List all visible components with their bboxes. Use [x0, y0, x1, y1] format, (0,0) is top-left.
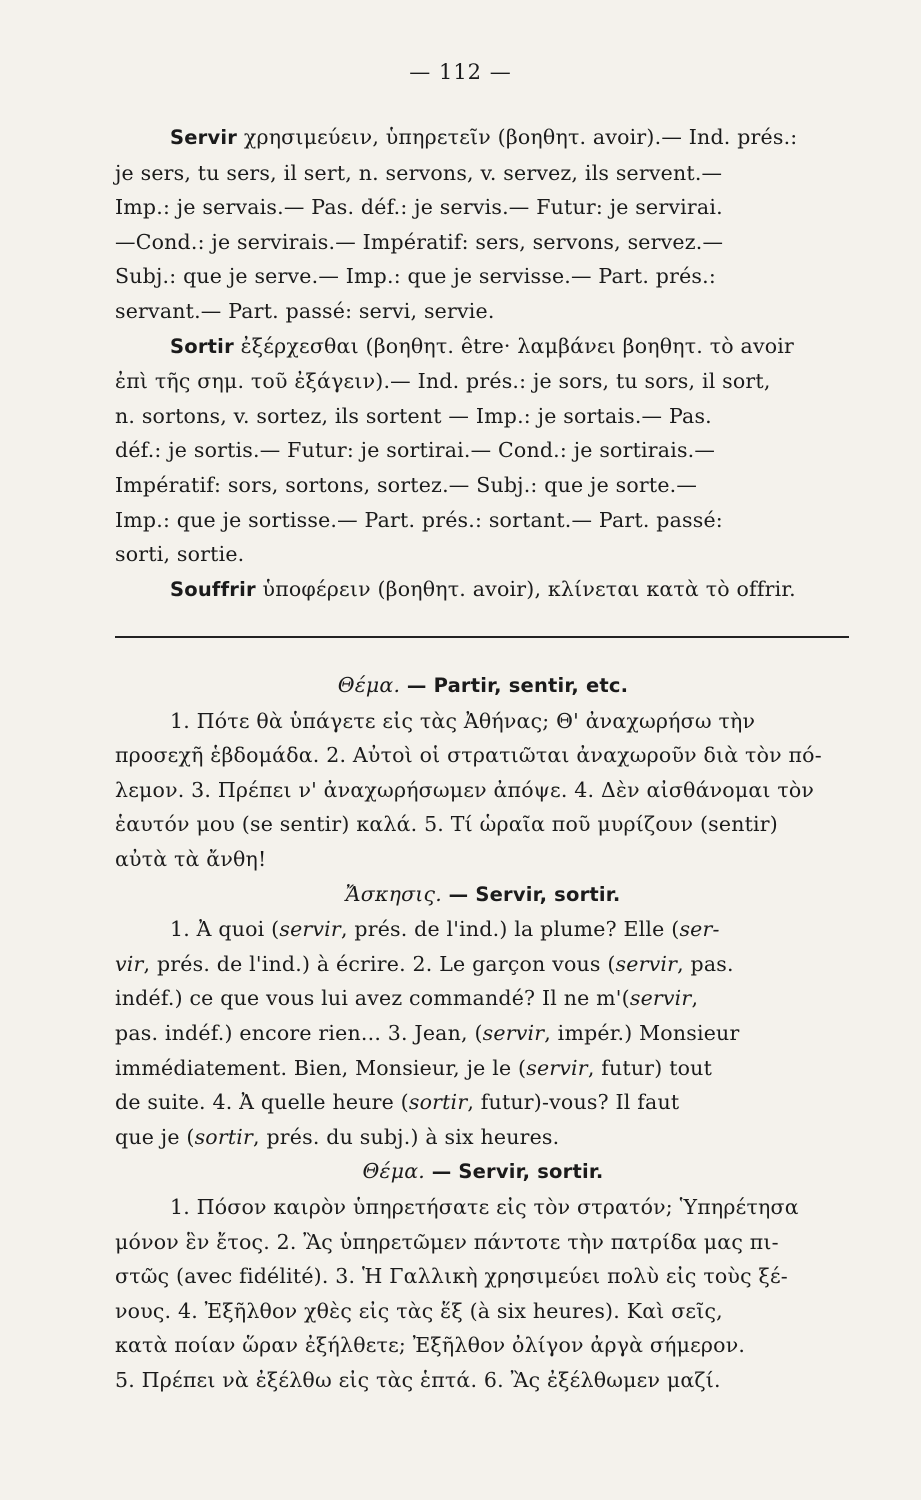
theme2-heading: Θέμα. — Servir, sortir. — [362, 1159, 604, 1184]
theme1-heading: Θέμα. — Partir, sentir, etc. — [337, 673, 629, 697]
exercises-section: Θέμα. — Partir, sentir, etc. 1. Πότε θὰ ὑπάγετε εἰς τὰς Ἀθήνας; Θ' ἀναχωρήσω τὴν προσεχῆ ἑβδομάδα. 2. Αὐτοὶ οἱ στρατιῶται ἀναχωροῦν διὰ τὸν πό- λεμον. 3. Πρέπει ν' ἀναχωρήσωμεν ἀπόψε. 4. Δὲν αἰσθάνομαι τὸν ἑαυτόν μου (se sentir) καλά. 5. Τί ὡραῖα ποῦ μυρίζουν (sentir) αὐτὰ τὰ ἄνθη! Ἄσκησις. — Servir, sortir. 1. Ἀ quoi (servir, prés. de l'ind.) la plume? Elle (ser- vir, prés. de l'ind.) à écrire. 2. Le garçon vous (servir, pas. indéf.) ce que vous lui avez commandé? Il ne m'(servir, pas. indéf.) encore rien... 3. Jean, (servir, impér.) Monsieur immédiatement. Bien, Monsieur, je le (servir, futur) tout de suite. 4. Ἀ quelle heure (sortir, futur)-vous? Il faut que je (sortir, prés. du subj.) à six heures. Θέμα. — Servir, sortir. 1. Πόσον καιρὸν ὑπηρετήσατε εἰς τὸν στρατόν; Ὑπηρέτησα μόνον ἓν ἔτος. 2. Ἂς ὑπηρετῶμεν πάντοτε τὴν πατρίδα μας πι- στῶς (avec fidélité). 3. Ἡ Γαλλικὴ χρησιμεύει πολὺ εἰς τοὺς ξέ- νους. 4. Ἐξῆλθον χθὲς εἰς τὰς ἕξ (à six heures). Καὶ σεῖς, κατὰ ποίαν ὥραν ἐξήλθετε; Ἐξῆλθον ὀλίγον ἀργὰ σήμερον. 5. Πρέπει νὰ ἐξέλθω εἰς τὰς ἑπτά. 6. Ἂς ἐξέλθωμεν μαζί. — [115, 668, 851, 1397]
section-divider — [115, 636, 849, 638]
page-number: — 112 — — [409, 60, 512, 84]
souffrir-entry: Souffrir ὑποφέρειν (βοηθητ. avoir), κλίνεται κατὰ τὸ offrir. — [170, 576, 796, 601]
verbs-section: Servir χρησιμεύειν, ὑπηρετεῖν (βοηθητ. avoir).— Ind. prés.: je sers, tu sers, il sert, n. servons, v. servez, ils servent.— Imp.: je servais.— Pas. déf.: je servis.— Futur: je servirai. —Cond.: je servirais.— Impératif: sers, servons, servez.— Subj.: que je serve.— Imp.: que je servisse.— Part. prés.: servant.— Part. passé: servi, servie. Sortir ἐξέρχεσθαι (βοηθητ. être· λαμβάνει βοηθητ. τὸ avoir ἐπὶ τῆς σημ. τοῦ ἐξάγειν).— Ind. prés.: je sors, tu sors, il sort, n. sortons, v. sortez, ils sortent — Imp.: je sortais.— Pas. déf.: je sortis.— Futur: je sortirai.— Cond.: je sortirais.— Impératif: sors, sortons, sortez.— Subj.: que je sorte.— Imp.: que je sortisse.— Part. prés.: sortant.— Part. passé: sorti, sortie. Souffrir ὑποφέρειν (βοηθητ. avoir), κλίνεται κατὰ τὸ offrir. — [115, 120, 851, 607]
sortir-entry: Sortir ἐξέρχεσθαι (βοηθητ. être· λαμβάνει βοηθητ. τὸ avoir — [170, 333, 795, 358]
servir-head: Servir — [170, 126, 238, 149]
servir-entry: Servir χρησιμεύειν, ὑπηρετεῖν (βοηθητ. avoir).— Ind. prés.: — [170, 125, 798, 149]
exercise-heading: Ἄσκησις. — Servir, sortir. — [345, 881, 621, 906]
sortir-head: Sortir — [170, 334, 234, 358]
souffrir-head: Souffrir — [170, 577, 256, 601]
